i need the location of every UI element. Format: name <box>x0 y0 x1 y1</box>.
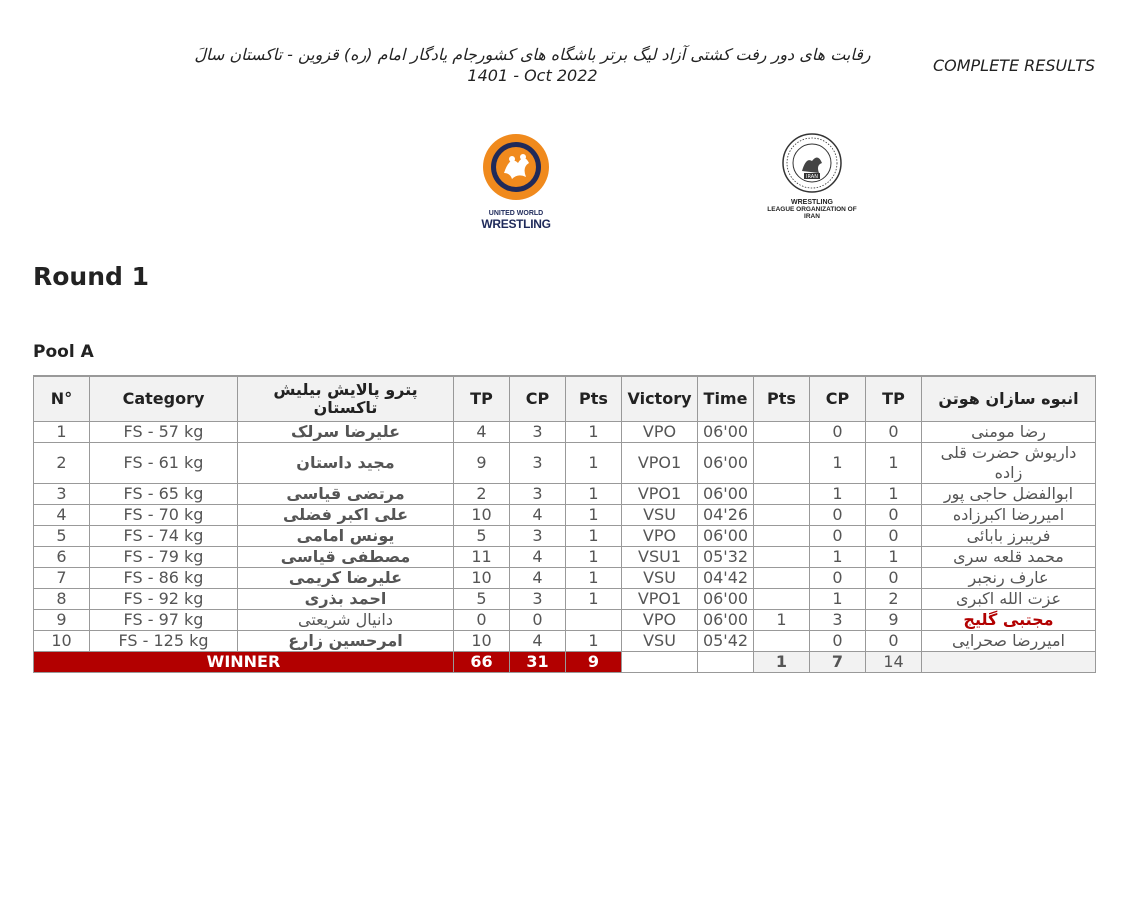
cell-no: 9 <box>34 610 90 631</box>
cell-wrestler-right: امیررضا صحرایی <box>922 631 1096 652</box>
table-row <box>34 526 1096 547</box>
col-category-header: Category <box>90 376 238 422</box>
table-header-row <box>34 376 1096 422</box>
col-time-header: Time <box>698 376 754 422</box>
cell-time: 05'32 <box>698 547 754 568</box>
cell-wrestler-left: مصطفی قیاسی <box>238 547 454 568</box>
cell-no: 3 <box>34 484 90 505</box>
col-tp-right-header: TP <box>866 376 922 422</box>
table-row <box>34 631 1096 652</box>
cell-cp-left: 3 <box>510 484 566 505</box>
competition-title-line1: رقابت های دور رفت کشتی آزاد لیگ برتر باشگاه های کشورجام یادگار امام (ره) قزوین - تاکستان سالَ <box>194 45 871 64</box>
cell-wrestler-left: علی اکبر فضلی <box>238 505 454 526</box>
uww-caption-line1: UNITED WORLD <box>488 210 544 217</box>
cell-wrestler-left: علیرضا کریمی <box>238 568 454 589</box>
cell-wrestler-left: مرتضی قیاسی <box>238 484 454 505</box>
cell-cp-left: 4 <box>510 631 566 652</box>
cell-time: 06'00 <box>698 443 754 484</box>
cell-cp-left: 4 <box>510 568 566 589</box>
cell-victory: VSU <box>622 631 698 652</box>
cell-victory: VSU <box>622 505 698 526</box>
cell-cp-right: 1 <box>810 547 866 568</box>
cell-no: 5 <box>34 526 90 547</box>
cell-victory: VSU <box>622 568 698 589</box>
cell-tp-right: 1 <box>866 443 922 484</box>
cell-cp-left: 4 <box>510 505 566 526</box>
cell-category: FS - 79 kg <box>90 547 238 568</box>
cell-cp-right: 0 <box>810 422 866 443</box>
total-pts-left: 9 <box>566 652 622 673</box>
cell-wrestler-right: ابوالفضل حاجی پور <box>922 484 1096 505</box>
cell-cp-right: 1 <box>810 589 866 610</box>
cell-wrestler-right: رضا مومنی <box>922 422 1096 443</box>
uww-caption-line2: WRESTLING <box>481 217 551 231</box>
cell-victory: VPO <box>622 526 698 547</box>
iran-league-emblem-icon <box>782 133 842 193</box>
cell-pts-right <box>754 422 810 443</box>
cell-time: 04'26 <box>698 505 754 526</box>
cell-wrestler-right: داریوش حضرت قلی زاده <box>922 443 1096 484</box>
cell-no: 7 <box>34 568 90 589</box>
cell-tp-right: 0 <box>866 631 922 652</box>
cell-pts-right <box>754 631 810 652</box>
col-no-header: N° <box>34 376 90 422</box>
pool-title: Pool A <box>33 342 94 362</box>
cell-tp-right: 1 <box>866 547 922 568</box>
cell-tp-left: 5 <box>454 589 510 610</box>
cell-pts-left: 1 <box>566 631 622 652</box>
cell-victory: VPO <box>622 422 698 443</box>
cell-pts-left: 1 <box>566 526 622 547</box>
col-cp-left-header: CP <box>510 376 566 422</box>
cell-no: 2 <box>34 443 90 484</box>
total-cp-right: 7 <box>810 652 866 673</box>
cell-category: FS - 97 kg <box>90 610 238 631</box>
cell-wrestler-left: مجید داستان <box>238 443 454 484</box>
cell-no: 8 <box>34 589 90 610</box>
cell-cp-left: 3 <box>510 526 566 547</box>
table-row <box>34 610 1096 631</box>
cell-wrestler-left: امرحسین زارع <box>238 631 454 652</box>
cell-tp-right: 0 <box>866 526 922 547</box>
cell-category: FS - 65 kg <box>90 484 238 505</box>
table-row <box>34 422 1096 443</box>
cell-tp-left: 10 <box>454 505 510 526</box>
cell-wrestler-left: یونس امامی <box>238 526 454 547</box>
cell-cp-right: 0 <box>810 505 866 526</box>
cell-pts-left: 1 <box>566 547 622 568</box>
team-left-header: پترو پالایش بیلیش تاکستان <box>238 376 454 422</box>
cell-victory: VPO1 <box>622 443 698 484</box>
uww-logo <box>480 133 552 231</box>
cell-pts-left: 1 <box>566 568 622 589</box>
iran-caption-line2: LEAGUE ORGANIZATION OF <box>767 206 857 213</box>
cell-time: 04'42 <box>698 568 754 589</box>
results-table <box>33 375 1096 673</box>
cell-tp-right: 0 <box>866 568 922 589</box>
winner-label: WINNER <box>34 652 454 673</box>
cell-no: 6 <box>34 547 90 568</box>
cell-victory: VSU1 <box>622 547 698 568</box>
cell-tp-left: 9 <box>454 443 510 484</box>
cell-tp-left: 0 <box>454 610 510 631</box>
cell-tp-left: 4 <box>454 422 510 443</box>
cell-category: FS - 86 kg <box>90 568 238 589</box>
cell-wrestler-left: علیرضا سرلک <box>238 422 454 443</box>
cell-category: FS - 74 kg <box>90 526 238 547</box>
uww-emblem-icon <box>482 133 550 201</box>
cell-pts-left <box>566 610 622 631</box>
cell-cp-left: 3 <box>510 422 566 443</box>
table-row <box>34 443 1096 484</box>
cell-cp-right: 1 <box>810 484 866 505</box>
cell-wrestler-right: فریبرز بابائی <box>922 526 1096 547</box>
cell-cp-right: 0 <box>810 526 866 547</box>
cell-victory: VPO1 <box>622 484 698 505</box>
cell-cp-right: 3 <box>810 610 866 631</box>
cell-tp-right: 2 <box>866 589 922 610</box>
cell-victory: VPO1 <box>622 589 698 610</box>
cell-tp-right: 0 <box>866 422 922 443</box>
cell-victory: VPO <box>622 610 698 631</box>
cell-tp-left: 10 <box>454 631 510 652</box>
cell-pts-right <box>754 505 810 526</box>
table-row <box>34 547 1096 568</box>
total-empty-victory <box>622 652 698 673</box>
cell-wrestler-right: عزت الله اکبری <box>922 589 1096 610</box>
cell-tp-left: 10 <box>454 568 510 589</box>
iran-caption-line3: IRAN <box>804 213 820 220</box>
competition-title <box>150 44 915 86</box>
total-empty-time <box>698 652 754 673</box>
cell-time: 06'00 <box>698 484 754 505</box>
iran-caption-line1: WRESTLING <box>791 199 833 206</box>
cell-pts-left: 1 <box>566 422 622 443</box>
cell-pts-left: 1 <box>566 589 622 610</box>
totals-row <box>34 652 1096 673</box>
cell-time: 06'00 <box>698 589 754 610</box>
cell-pts-right <box>754 568 810 589</box>
total-tp-left: 66 <box>454 652 510 673</box>
cell-time: 05'42 <box>698 631 754 652</box>
cell-pts-left: 1 <box>566 505 622 526</box>
cell-time: 06'00 <box>698 422 754 443</box>
col-tp-left-header: TP <box>454 376 510 422</box>
total-cp-left: 31 <box>510 652 566 673</box>
total-pts-right: 1 <box>754 652 810 673</box>
cell-no: 4 <box>34 505 90 526</box>
cell-pts-right <box>754 589 810 610</box>
cell-wrestler-right: مجتبی گلیج <box>922 610 1096 631</box>
cell-time: 06'00 <box>698 526 754 547</box>
cell-wrestler-right: عارف رنجبر <box>922 568 1096 589</box>
table-row <box>34 568 1096 589</box>
cell-category: FS - 57 kg <box>90 422 238 443</box>
cell-cp-left: 3 <box>510 589 566 610</box>
iran-league-logo <box>762 133 862 220</box>
team-right-header: انبوه سازان هوتن <box>922 376 1096 422</box>
round-title: Round 1 <box>33 262 150 291</box>
cell-cp-right: 1 <box>810 443 866 484</box>
competition-title-line2: 1401 - Oct 2022 <box>467 66 598 85</box>
cell-tp-left: 5 <box>454 526 510 547</box>
cell-wrestler-right: امیررضا اکبرزاده <box>922 505 1096 526</box>
col-pts-right-header: Pts <box>754 376 810 422</box>
cell-category: FS - 125 kg <box>90 631 238 652</box>
cell-wrestler-right: محمد قلعه سری <box>922 547 1096 568</box>
cell-cp-right: 0 <box>810 631 866 652</box>
col-pts-left-header: Pts <box>566 376 622 422</box>
cell-pts-left: 1 <box>566 484 622 505</box>
cell-pts-right <box>754 526 810 547</box>
cell-cp-left: 3 <box>510 443 566 484</box>
table-row <box>34 484 1096 505</box>
total-empty-right <box>922 652 1096 673</box>
cell-pts-right <box>754 547 810 568</box>
cell-time: 06'00 <box>698 610 754 631</box>
cell-no: 1 <box>34 422 90 443</box>
total-tp-right: 14 <box>866 652 922 673</box>
col-cp-right-header: CP <box>810 376 866 422</box>
cell-pts-right <box>754 443 810 484</box>
iran-emblem-text: IRAN <box>806 174 818 180</box>
cell-tp-left: 11 <box>454 547 510 568</box>
table-row <box>34 505 1096 526</box>
cell-pts-right: 1 <box>754 610 810 631</box>
cell-tp-left: 2 <box>454 484 510 505</box>
cell-category: FS - 92 kg <box>90 589 238 610</box>
cell-pts-right <box>754 484 810 505</box>
cell-pts-left: 1 <box>566 443 622 484</box>
cell-cp-left: 4 <box>510 547 566 568</box>
cell-tp-right: 0 <box>866 505 922 526</box>
cell-cp-right: 0 <box>810 568 866 589</box>
table-row <box>34 589 1096 610</box>
cell-tp-right: 1 <box>866 484 922 505</box>
cell-wrestler-left: احمد بذری <box>238 589 454 610</box>
cell-wrestler-left: دانیال شریعتی <box>238 610 454 631</box>
complete-results-label: COMPLETE RESULTS <box>932 56 1095 75</box>
cell-category: FS - 61 kg <box>90 443 238 484</box>
cell-cp-left: 0 <box>510 610 566 631</box>
cell-tp-right: 9 <box>866 610 922 631</box>
cell-no: 10 <box>34 631 90 652</box>
col-victory-header: Victory <box>622 376 698 422</box>
cell-category: FS - 70 kg <box>90 505 238 526</box>
